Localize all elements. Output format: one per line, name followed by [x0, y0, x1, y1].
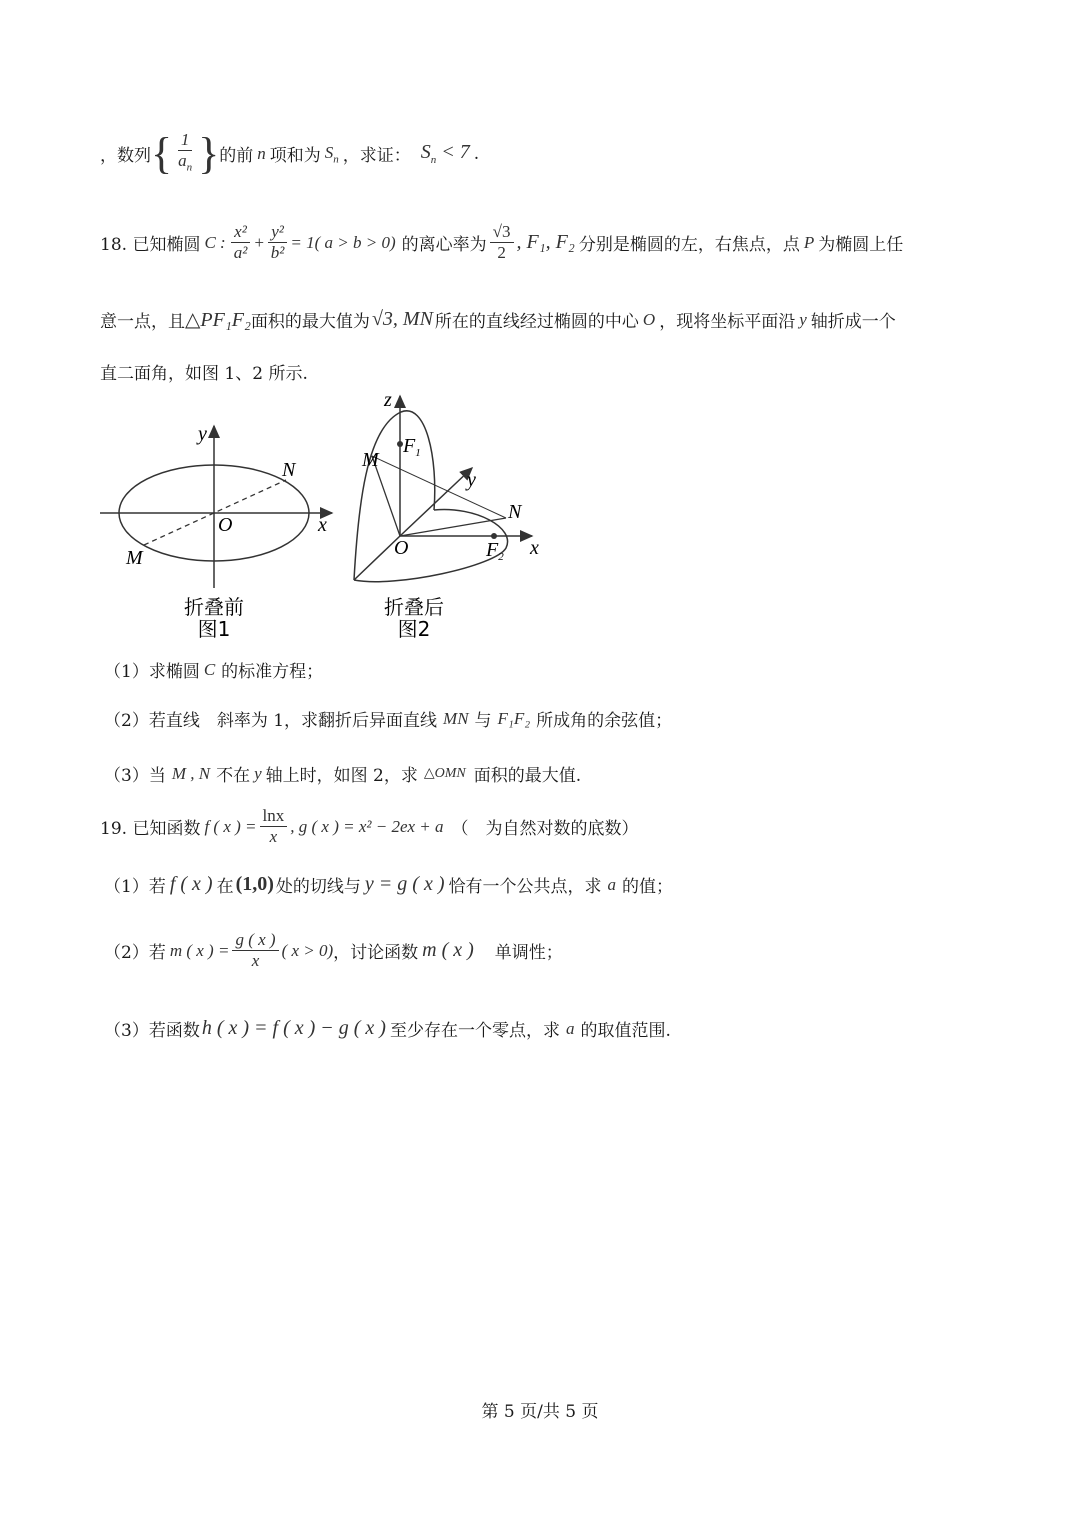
figure-1: [100, 423, 332, 641]
q19-part-2: [104, 930, 563, 971]
math-C: C :: [204, 232, 226, 252]
ineq-rest: < 7: [436, 141, 470, 164]
text: 为椭圆上任: [818, 235, 904, 255]
fig1-caption-1: 折叠前: [184, 595, 244, 619]
text: 面积的最大值.: [473, 766, 582, 786]
q18-part-1: [104, 657, 323, 682]
line-sequence-sum: [100, 130, 479, 177]
fig2-label-O: O: [394, 537, 409, 559]
text: （ 为自然对数的底数）: [451, 819, 639, 839]
F1: F: [403, 435, 416, 457]
math-F1F2: F₁F₂: [497, 708, 531, 728]
text: ，现将坐标平面沿: [659, 312, 796, 332]
frac-den: [175, 151, 195, 177]
math-eq: = 1( a > b > 0): [290, 232, 396, 252]
text: （2）若直线 斜率为 1，求翻折后异面直线: [104, 711, 438, 731]
math-a: a: [565, 1018, 575, 1038]
left-brace: {: [151, 128, 173, 178]
plus: +: [253, 232, 265, 252]
math-triangle: △PF₁F₂: [185, 309, 251, 331]
text: 在: [216, 877, 234, 897]
q18-line-1: [100, 222, 903, 263]
text: 项和为: [269, 146, 321, 167]
text: 面积的最大值为: [250, 312, 370, 332]
fraction-eccentricity: [490, 222, 514, 263]
math-F1F2: , F₁, F₂: [516, 231, 575, 253]
text: 与: [474, 711, 492, 731]
fig1-label-y: y: [198, 423, 207, 445]
q18-line-3: [100, 359, 308, 384]
num: √3: [490, 222, 514, 243]
text: 18. 已知椭圆: [100, 235, 201, 255]
math-C: C: [203, 659, 216, 679]
fig2-label-M: M: [362, 449, 379, 471]
text: ，求证：: [342, 146, 411, 167]
frac-den-sub: n: [186, 161, 193, 174]
den: b²: [270, 243, 285, 262]
S-sub: n: [430, 154, 437, 167]
text: .: [473, 143, 480, 164]
math-MN: MN: [443, 708, 469, 728]
num: y²: [268, 222, 287, 243]
math-M-N: M , N: [171, 763, 211, 783]
fig2-horizontal-half-ellipse: [354, 510, 508, 582]
page-footer: 第 5 页/共 5 页: [481, 1402, 599, 1422]
math-Sn: [325, 143, 339, 165]
folding-ellipse-figure: [96, 388, 566, 646]
fraction-1-over-an: [175, 130, 195, 177]
text: 的取值范围.: [580, 1021, 671, 1041]
fig1-label-x: x: [318, 514, 327, 536]
text: 所在的直线经过椭圆的中心: [434, 312, 639, 332]
math-y: y: [254, 763, 262, 783]
text: 轴上时，如图 2，求: [265, 766, 418, 786]
math-sqrt3-MN: √3, MN: [371, 308, 433, 330]
text: 19. 已知函数: [100, 819, 201, 839]
figure-2: [354, 389, 539, 641]
q19-part-3: [104, 1016, 671, 1041]
fraction-lnx-x: [260, 806, 288, 847]
math-m: m ( x ): [422, 939, 474, 961]
frac-num: 1: [178, 130, 193, 151]
fig2-label-z: z: [384, 389, 392, 411]
S: S: [420, 141, 431, 164]
math-y-g: y = g ( x ): [364, 873, 445, 895]
math-g: , g ( x ) = x² − 2ex + a: [290, 816, 444, 836]
fig1-label-M: M: [126, 547, 143, 569]
math-f: f ( x ): [169, 873, 213, 895]
right-brace: }: [198, 128, 220, 178]
S: S: [324, 142, 334, 162]
fig2-label-N: N: [508, 501, 522, 523]
q19-part-1: [104, 872, 673, 897]
text: 轴折成一个: [810, 312, 896, 332]
fig2-line-MN: [372, 456, 506, 518]
text: 单调性；: [477, 943, 563, 963]
math-f: f ( x ) =: [204, 816, 257, 836]
text: （1）求椭圆: [104, 662, 200, 682]
fig2-label-F2: [485, 539, 504, 563]
fraction-gx-x: [232, 930, 278, 971]
F2: F: [486, 539, 499, 561]
math-triangle-OMN: △OMN: [423, 766, 466, 781]
fig2-caption-1: 折叠后: [384, 595, 444, 619]
text: 所成角的余弦值；: [536, 711, 673, 731]
num: x²: [231, 222, 250, 243]
q18-line-2: [100, 307, 896, 332]
text: 不在: [216, 766, 251, 786]
math-cond: ( x > 0): [281, 940, 334, 960]
text: 的标准方程；: [221, 662, 324, 682]
math-m: m ( x ) =: [169, 940, 230, 960]
q18-part-2: [104, 706, 672, 731]
text: 至少存在一个零点，求: [389, 1021, 560, 1041]
text: （1）若: [104, 877, 166, 897]
text: （2）若: [104, 943, 166, 963]
math-a: a: [607, 874, 616, 894]
S-sub: n: [333, 152, 339, 165]
text: 的离心率为: [401, 235, 487, 255]
F2-sub: 2: [498, 551, 504, 563]
fraction-x2-a2: [231, 222, 251, 263]
math-P: P: [803, 232, 815, 252]
text: 的前: [219, 146, 254, 167]
fig1-caption-2: 图1: [197, 617, 231, 641]
den: x: [269, 827, 278, 846]
fig2-label-y: y: [467, 469, 476, 491]
F1-sub: 1: [415, 447, 421, 459]
text: ，数列: [100, 146, 151, 167]
text: 恰有一个公共点，求: [448, 877, 602, 897]
math-h: h ( x ) = f ( x ) − g ( x ): [201, 1017, 386, 1039]
math-inequality: [421, 141, 470, 166]
fraction-y2-b2: [268, 222, 288, 263]
text: 分别是椭圆的左，右焦点，点: [578, 235, 800, 255]
fig2-label-x: x: [530, 537, 539, 559]
text: 处的切线与: [275, 877, 361, 897]
q19-line-1: [100, 806, 639, 847]
math-y: y: [799, 309, 807, 329]
num: g ( x ): [232, 930, 278, 951]
math-n: n: [257, 143, 266, 163]
text: （3）当: [104, 766, 166, 786]
math-point: (1,0): [235, 873, 274, 895]
fig1-label-O: O: [218, 514, 233, 536]
text: 直二面角，如图 1、2 所示.: [100, 364, 308, 384]
text: ，讨论函数: [333, 943, 419, 963]
den: x: [251, 951, 260, 970]
fig2-label-F1: [402, 435, 421, 459]
fig2-caption-2: 图2: [397, 617, 431, 641]
q18-part-3: [104, 761, 581, 786]
text: 意一点，且: [100, 312, 185, 332]
den: 2: [497, 243, 506, 262]
frac-den-a: a: [178, 151, 187, 170]
math-O: O: [642, 309, 656, 329]
text: 的值；: [622, 877, 673, 897]
fig1-label-N: N: [282, 459, 296, 481]
num: lnx: [260, 806, 288, 827]
text: （3）若函数: [104, 1021, 200, 1041]
den: a²: [233, 243, 248, 262]
